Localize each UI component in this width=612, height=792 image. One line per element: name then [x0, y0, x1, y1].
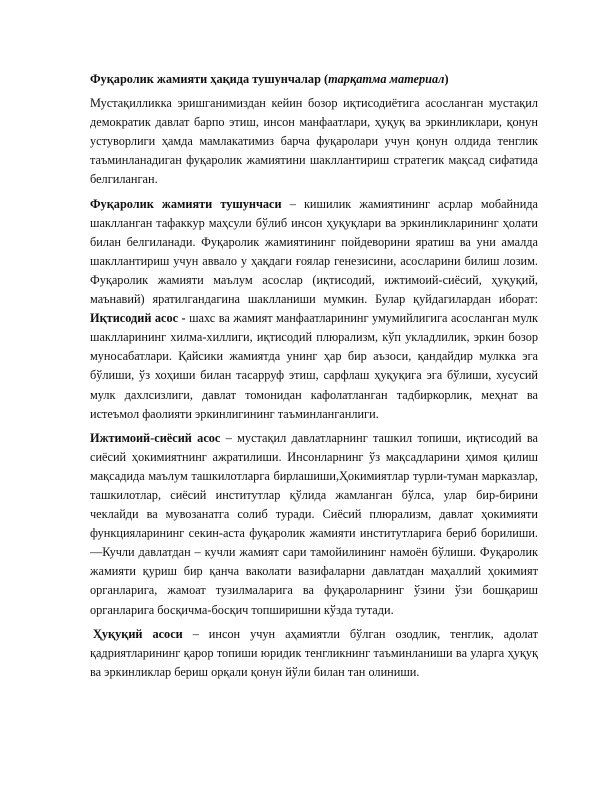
paragraph-socio-political	[90, 429, 538, 620]
document-body	[90, 70, 538, 687]
paragraph-text: – мустақил давлатларнинг ташкил топиши, иқтисодий ва сиёсий ҳокимиятнинг ажратилиши. Инсонларнинг ўз мақсадларини ҳимоя қилиш мақсадида маълум ташкилотларга бирлашиши,Ҳокимиятлар турли-туман марказлар, ташкилотлар, сиёсий институтлар қўлида жамланган бўлса, улар бир-бирини чеклайди ва мувозанатга солиб туради. Сиёсий плюрализм, давлат ҳокимияти функцияларининг секин-аста фуқаролик жамияти институтларига бериб борилиши. ―Кучли давлатдан – кучли жамият сари тамойилининг намоён бўлиши. Фуқаролик жамияти қуриш бир қанча ваколати вазифаларни давлатдан маҳаллий ҳокимият органларига, жамоат тузилмаларига ва фуқароларнинг ўзини ўзи бошқариш органларига босқичма-босқич топширишни кўзда тутади.	[90, 430, 539, 617]
paragraph-legal	[90, 625, 538, 682]
paragraph-text: – инсон учун аҳамиятли бўлган озодлик, тенглик, адолат қадриятларининг қарор топиши юридик тенгликнинг таъминланиши ва уларга ҳуқуқ ва эркинликлар бериш орқали қонун йўли билан тан олиниши.	[90, 626, 539, 679]
paragraph-text: – кишилик жамиятининг асрлар мобайнида шаклланган тафаккур маҳсули бўлиб инсон ҳуқуқлари ва эркинликларининг ҳолати билан белгиланади. Фуқаролик жамиятининг пойдеворини яратиш ва уни амалда шакллантириш учун аввало у ҳақдаги ғоялар генезисини, асосларини билиш лозим. Фуқаролик жамияти маълум асослар (иқтисодий, ижтимоий-сиёсий, ҳуқуқий, маънавий) яратилгандагина шаклланиши мумкин. Булар қуйдагилардан иборат:	[90, 196, 538, 307]
term-legal-basis: Ҳуқуқий асоси	[93, 626, 183, 641]
title-subtitle: тарқатма материал	[328, 72, 445, 86]
paragraph-text: шахс ва жамият манфаатларининг умумийлигига асосланган мулк шаклларининг хилма-хиллиги, иқтисодий плюрализм, кўп укладлилик, эркин бозор муносабатлари. Қайсики жамиятда унинг ҳар бир аъзоси, қандайдир мулкка эга бўлиши, ўз хоҳиши билан тасарруф этиш, сарфлаш ҳуқуқига эга бўлиши, хусусий мулк дахлсизлиги, давлат томонидан кафолатланган тадбиркорлик, меҳнат ва истеъмол фаолияти эркинлигининг таъминланганлиги.	[90, 311, 538, 421]
paragraph-civil-society-concept	[90, 195, 538, 424]
paragraph-intro: Мустақилликка эришганимиздан кейин бозор иқтисодиётига асосланган мустақил демократик давлат барпо этиш, инсон манфаатлари, ҳуқуқ ва эркинликлари, қонун устуворлиги ҳамда мамлакатимиз барча фуқаролари учун қонун олдида тенглик таъминланадиган фуқаролик жамиятини шакллантириш стратегик мақсад сифатида белгиланган.	[90, 96, 538, 187]
term-socio-political-basis: Ижтимоий-сиёсий асос	[90, 430, 221, 445]
title-close: )	[444, 72, 449, 86]
term-civil-society: Фуқаролик жамияти тушунчаси	[90, 196, 282, 211]
document-title	[90, 70, 538, 89]
title-main: Фуқаролик жамияти ҳақида тушунчалар (	[90, 72, 329, 86]
term-economic-basis: Иқтисодий асос -	[90, 311, 186, 326]
